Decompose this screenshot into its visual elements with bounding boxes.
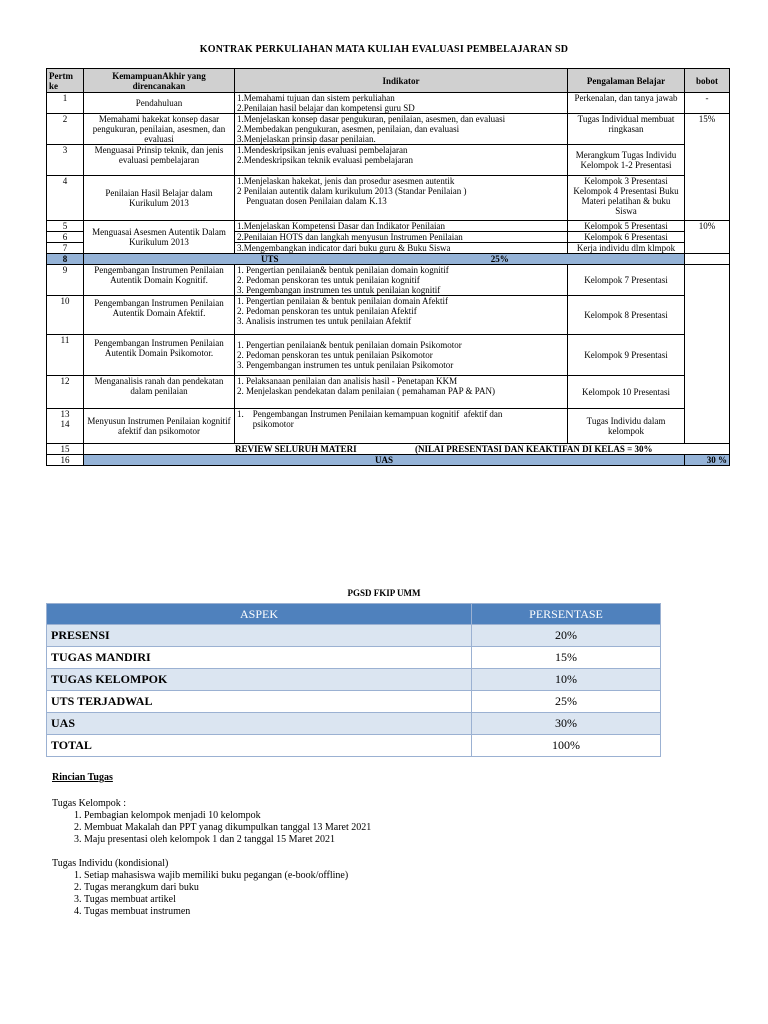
row-pengalaman: Merangkum Tugas Individu Kelompok 1-2 Presentasi <box>568 145 685 176</box>
table-row <box>47 335 730 376</box>
list-item: 3. Tugas membuat artikel <box>84 894 652 906</box>
row-indikator: 1.Menjelaskan hakekat, jenis dan prosedur asesmen autentik 2 Penilaian autentik dalam kurikulum 2013 (Standar Penilaian ) Penguatan dosen Penilaian dalam K.13 <box>235 176 568 221</box>
row-number: 13 14 <box>47 409 84 444</box>
row-bobot: 10% <box>685 221 730 254</box>
aspek-row <box>47 713 661 735</box>
row-number: 2 <box>47 114 84 145</box>
aspek-row <box>47 647 661 669</box>
uas-percent: 30 % <box>685 455 730 466</box>
pgsd-subtitle: PGSD FKIP UMM <box>347 588 421 598</box>
aspek-percent: 20% <box>472 625 661 647</box>
row-indikator: 1. Pengembangan Instrumen Penilaian kemampuan kognitif afektif dan psikomotor <box>235 409 568 444</box>
tugas-individu-list <box>52 870 652 918</box>
row-pengalaman: Kelompok 8 Presentasi <box>568 296 685 335</box>
table-row <box>47 376 730 409</box>
header-pertemuan: Pertm ke <box>47 69 84 93</box>
row-number: 4 <box>47 176 84 221</box>
row-kemampuan: Menguasai Asesmen Autentik Dalam Kurikulum 2013 <box>84 221 235 254</box>
aspek-percent: 25% <box>472 691 661 713</box>
header-pengalaman: Pengalaman Belajar <box>568 69 685 93</box>
row-number: 11 <box>47 335 84 376</box>
row-pengalaman: Tugas Individual membuat ringkasan <box>568 114 685 145</box>
row-pengalaman: Kelompok 7 Presentasi <box>568 265 685 296</box>
aspek-header-row <box>47 604 661 625</box>
row-number: 5 <box>47 221 84 232</box>
list-item: 2. Tugas merangkum dari buku <box>84 882 652 894</box>
aspek-row <box>47 625 661 647</box>
uts-cell <box>84 254 685 265</box>
row-pengalaman: Kelompok 6 Presentasi <box>568 232 685 243</box>
row-indikator: 1.Memahami tujuan dan sistem perkuliahan 2.Penilaian hasil belajar dan kompetensi guru SD <box>235 93 568 114</box>
kontrak-table <box>46 68 730 466</box>
row-pengalaman: Kelompok 3 Presentasi Kelompok 4 Presentasi Buku Materi pelatihan & buku Siswa <box>568 176 685 221</box>
header-bobot: bobot <box>685 69 730 93</box>
table-header-row <box>47 69 730 93</box>
table-row <box>47 221 730 232</box>
row-indikator: 1.Menjelaskan konsep dasar pengukuran, penilaian, asesmen, dan evaluasi 2.Membedakan pengukuran, asesmen, penilaian, dan evaluasi 3.Menjelaskan prinsip dasar penilaian. <box>235 114 568 145</box>
row-indikator: 1.Menjelaskan Kompetensi Dasar dan Indikator Penilaian <box>235 221 568 232</box>
rincian-tugas <box>52 772 652 930</box>
aspek-header: ASPEK <box>47 604 472 625</box>
list-item: 3. Maju presentasi oleh kelompok 1 dan 2 tanggal 15 Maret 2021 <box>84 834 652 846</box>
persentase-header: PERSENTASE <box>472 604 661 625</box>
row-indikator: 1. Pengertian penilaian& bentuk penilaian domain kognitif 2. Pedoman penskoran tes untuk penilaian kognitif 3. Pengembangan instrumen tes untuk penilaian kognitif <box>235 265 568 296</box>
row-number: 15 <box>47 444 84 455</box>
row-number: 9 <box>47 265 84 296</box>
tugas-individu-title: Tugas Individu (kondisional) <box>52 858 169 869</box>
table-row <box>47 93 730 114</box>
aspek-label: PRESENSI <box>47 625 472 647</box>
row-number: 3 <box>47 145 84 176</box>
rincian-heading: Rincian Tugas <box>52 772 113 783</box>
row-kemampuan: Pengembangan Instrumen Penilaian Autentik Domain Kognitif. <box>84 265 235 296</box>
row-number: 7 <box>47 243 84 254</box>
row-kemampuan: Memahami hakekat konsep dasar pengukuran, penilaian, asesmen, dan evaluasi <box>84 114 235 145</box>
list-item: 1. Setiap mahasiswa wajib memiliki buku pegangan (e-book/offline) <box>84 870 652 882</box>
uas-row <box>47 455 730 466</box>
table-row <box>47 145 730 176</box>
aspek-label: TUGAS MANDIRI <box>47 647 472 669</box>
row-bobot: - <box>685 93 730 114</box>
row-indikator: 1. Pengertian penilaian& bentuk penilaian domain Psikomotor 2. Pedoman penskoran tes untuk penilaian Psikomotor 3. Pengembangan instrumen tes untuk penilaian Psikomotor <box>235 335 568 376</box>
aspek-label: UTS TERJADWAL <box>47 691 472 713</box>
list-item: 4. Tugas membuat instrumen <box>84 906 652 918</box>
table-row <box>47 265 730 296</box>
aspek-label: UAS <box>47 713 472 735</box>
table-row <box>47 409 730 444</box>
review-row <box>47 444 730 455</box>
row-indikator: 3.Mengembangkan indicator dari buku guru & Buku Siswa <box>235 243 568 254</box>
review-note: (NILAI PRESENTASI DAN KEAKTIFAN DI KELAS = 30% <box>414 444 653 454</box>
aspek-percent: 15% <box>472 647 661 669</box>
row-indikator: 1. Pelaksanaan penilaian dan analisis hasil - Penetapan KKM 2. Menjelaskan pendekatan dalam penilaian ( pemahaman PAP & PAN) <box>235 376 568 409</box>
list-item: 2. Membuat Makalah dan PPT yanag dikumpulkan tanggal 13 Maret 2021 <box>84 822 652 834</box>
table-row <box>47 176 730 221</box>
row-number: 10 <box>47 296 84 335</box>
aspek-label: TUGAS KELOMPOK <box>47 669 472 691</box>
aspek-percent: 10% <box>472 669 661 691</box>
uas-label: UAS <box>84 455 685 466</box>
row-pengalaman: Perkenalan, dan tanya jawab <box>568 93 685 114</box>
row-pengalaman: Kelompok 10 Presentasi <box>568 376 685 409</box>
tugas-kelompok-list <box>52 810 652 846</box>
review-cell <box>84 444 730 455</box>
review-label: REVIEW SELURUH MATERI <box>235 444 357 454</box>
row-kemampuan: Menganalisis ranah dan pendekatan dalam penilaian <box>84 376 235 409</box>
uts-row <box>47 254 730 265</box>
row-indikator: 2.Penilaian HOTS dan langkah menyusun Instrumen Penilaian <box>235 232 568 243</box>
tugas-kelompok-title: Tugas Kelompok : <box>52 798 127 809</box>
row-bobot: 15% <box>685 114 730 221</box>
table-row <box>47 296 730 335</box>
row-number: 6 <box>47 232 84 243</box>
aspek-percent: 100% <box>472 735 661 757</box>
row-pengalaman: Tugas Individu dalam kelompok <box>568 409 685 444</box>
uts-label: UTS <box>261 254 279 264</box>
aspek-label: TOTAL <box>47 735 472 757</box>
row-number: 16 <box>47 455 84 466</box>
row-pengalaman: Kelompok 5 Presentasi <box>568 221 685 232</box>
document-title: KONTRAK PERKULIAHAN MATA KULIAH EVALUASI PEMBELAJARAN SD <box>199 44 569 55</box>
aspek-percent: 30% <box>472 713 661 735</box>
row-kemampuan: Pendahuluan <box>84 93 235 114</box>
list-item: 1. Pembagian kelompok menjadi 10 kelompok <box>84 810 652 822</box>
uts-percent: 25% <box>490 254 509 264</box>
row-pengalaman: Kelompok 9 Presentasi <box>568 335 685 376</box>
row-kemampuan: Menguasai Prinsip teknik, dan jenis evaluasi pembelajaran <box>84 145 235 176</box>
table-row <box>47 114 730 145</box>
row-kemampuan: Pengembangan Instrumen Penilaian Autentik Domain Psikomotor. <box>84 335 235 376</box>
row-pengalaman: Kerja individu dlm klmpok <box>568 243 685 254</box>
aspek-row <box>47 691 661 713</box>
row-number: 12 <box>47 376 84 409</box>
row-kemampuan: Pengembangan Instrumen Penilaian Autentik Domain Afektif. <box>84 296 235 335</box>
aspek-table <box>46 603 661 757</box>
row-kemampuan: Penilaian Hasil Belajar dalam Kurikulum 2013 <box>84 176 235 221</box>
row-indikator: 1.Mendeskripsikan jenis evaluasi pembelajaran 2.Mendeskripsikan teknik evaluasi pembelajaran <box>235 145 568 176</box>
row-number: 8 <box>47 254 84 265</box>
row-indikator: 1. Pengertian penilaian & bentuk penilaian domain Afektif 2. Pedoman penskoran tes untuk penilaian Afektif 3. Analisis instrumen tes untuk penilaian Afektif <box>235 296 568 335</box>
header-kemampuan: KemampuanAkhir yang direncanakan <box>84 69 235 93</box>
row-kemampuan: Menyusun Instrumen Penilaian kognitif afektif dan psikomotor <box>84 409 235 444</box>
aspek-row <box>47 669 661 691</box>
aspek-total-row <box>47 735 661 757</box>
header-indikator: Indikator <box>235 69 568 93</box>
row-number: 1 <box>47 93 84 114</box>
